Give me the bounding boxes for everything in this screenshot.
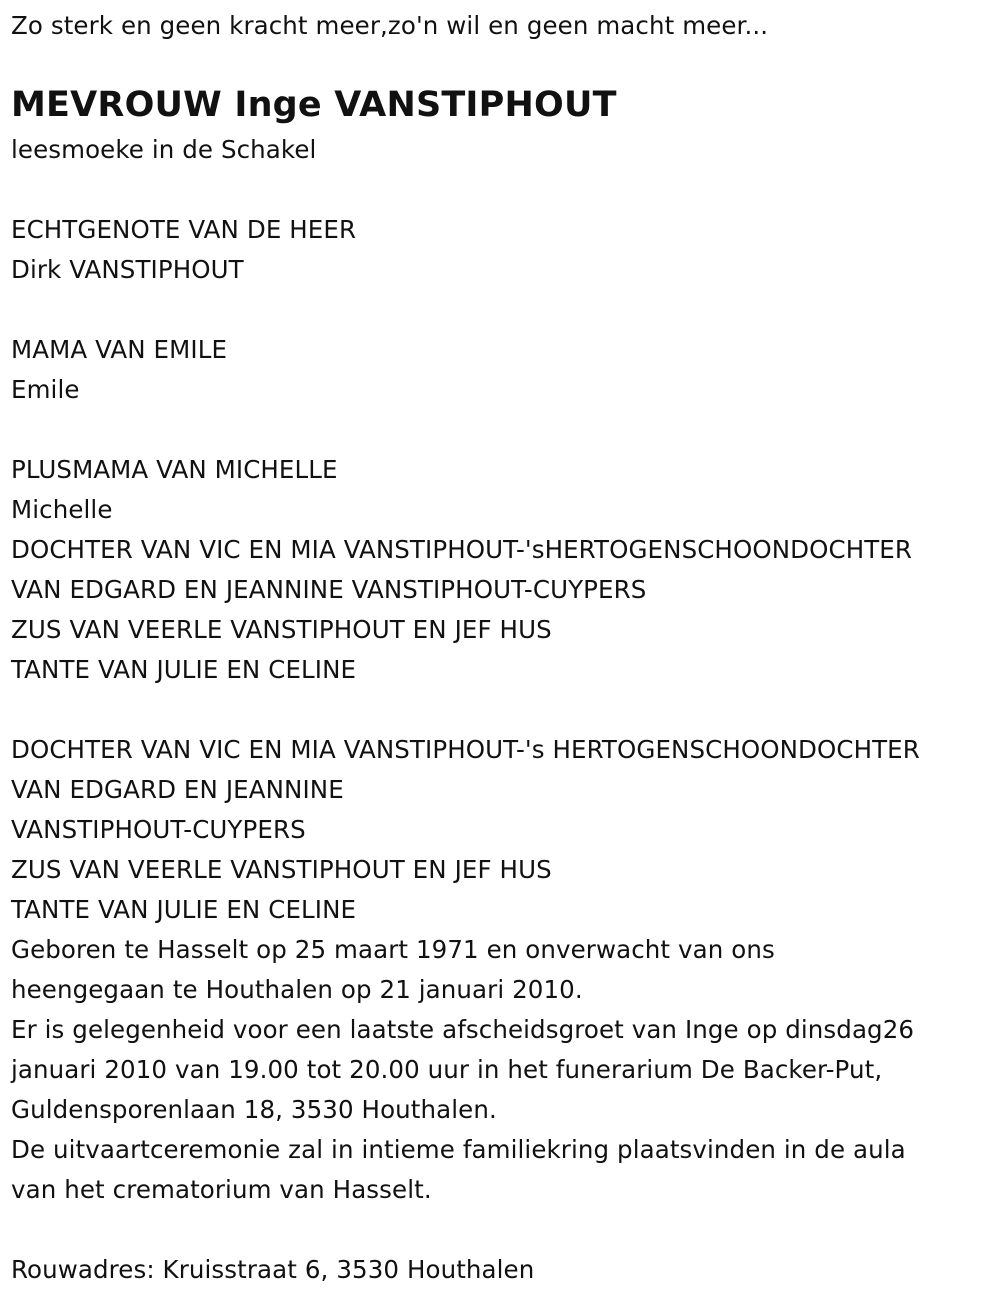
funeral-details xyxy=(11,930,996,1210)
family-line: ZUS VAN VEERLE VANSTIPHOUT EN JEF HUS xyxy=(11,855,552,884)
family-line: TANTE VAN JULIE EN CELINE xyxy=(11,655,357,684)
spacer xyxy=(11,410,996,450)
family-line: TANTE VAN JULIE EN CELINE xyxy=(11,895,357,924)
spacer xyxy=(11,1210,996,1250)
detail-line: Geboren te Hasselt op 25 maart 1971 en onverwacht van ons xyxy=(11,935,775,964)
family-line: DOCHTER VAN VIC EN MIA VANSTIPHOUT-'sHERTOGENSCHOONDOCHTER xyxy=(11,535,912,564)
spacer xyxy=(11,290,996,330)
family-line: ZUS VAN VEERLE VANSTIPHOUT EN JEF HUS xyxy=(11,615,552,644)
spacer xyxy=(11,170,996,210)
family-line: VAN EDGARD EN JEANNINE VANSTIPHOUT-CUYPERS xyxy=(11,575,647,604)
obituary-text xyxy=(11,6,996,1290)
family-block-1 xyxy=(11,530,996,690)
child-title: MAMA VAN EMILE xyxy=(11,335,228,364)
detail-line: januari 2010 van 19.00 tot 20.00 uur in het funerarium De Backer-Put, xyxy=(11,1055,883,1084)
mourning-address: Rouwadres: Kruisstraat 6, 3530 Houthalen xyxy=(11,1255,535,1284)
family-line: VAN EDGARD EN JEANNINE xyxy=(11,775,344,804)
detail-line: De uitvaartceremonie zal in intieme familiekring plaatsvinden in de aula xyxy=(11,1135,906,1164)
deceased-subtitle: leesmoeke in de Schakel xyxy=(11,135,317,164)
family-line: VANSTIPHOUT-CUYPERS xyxy=(11,815,306,844)
deceased-name: MEVROUW Inge VANSTIPHOUT xyxy=(11,85,617,125)
detail-line: van het crematorium van Hasselt. xyxy=(11,1175,432,1204)
stepchild-title: PLUSMAMA VAN MICHELLE xyxy=(11,455,338,484)
spouse-title: ECHTGENOTE VAN DE HEER xyxy=(11,215,357,244)
spacer xyxy=(11,690,996,730)
detail-line: Er is gelegenheid voor een laatste afscheidsgroet van Inge op dinsdag26 xyxy=(11,1015,915,1044)
spouse-name: Dirk VANSTIPHOUT xyxy=(11,255,244,284)
child-name: Emile xyxy=(11,375,80,404)
detail-line: heengegaan te Houthalen op 21 januari 2010. xyxy=(11,975,583,1004)
motto: Zo sterk en geen kracht meer,zo'n wil en geen macht meer... xyxy=(11,11,769,40)
stepchild-name: Michelle xyxy=(11,495,113,524)
family-line: DOCHTER VAN VIC EN MIA VANSTIPHOUT-'s HERTOGENSCHOONDOCHTER xyxy=(11,735,920,764)
family-block-2 xyxy=(11,730,996,930)
detail-line: Guldensporenlaan 18, 3530 Houthalen. xyxy=(11,1095,497,1124)
